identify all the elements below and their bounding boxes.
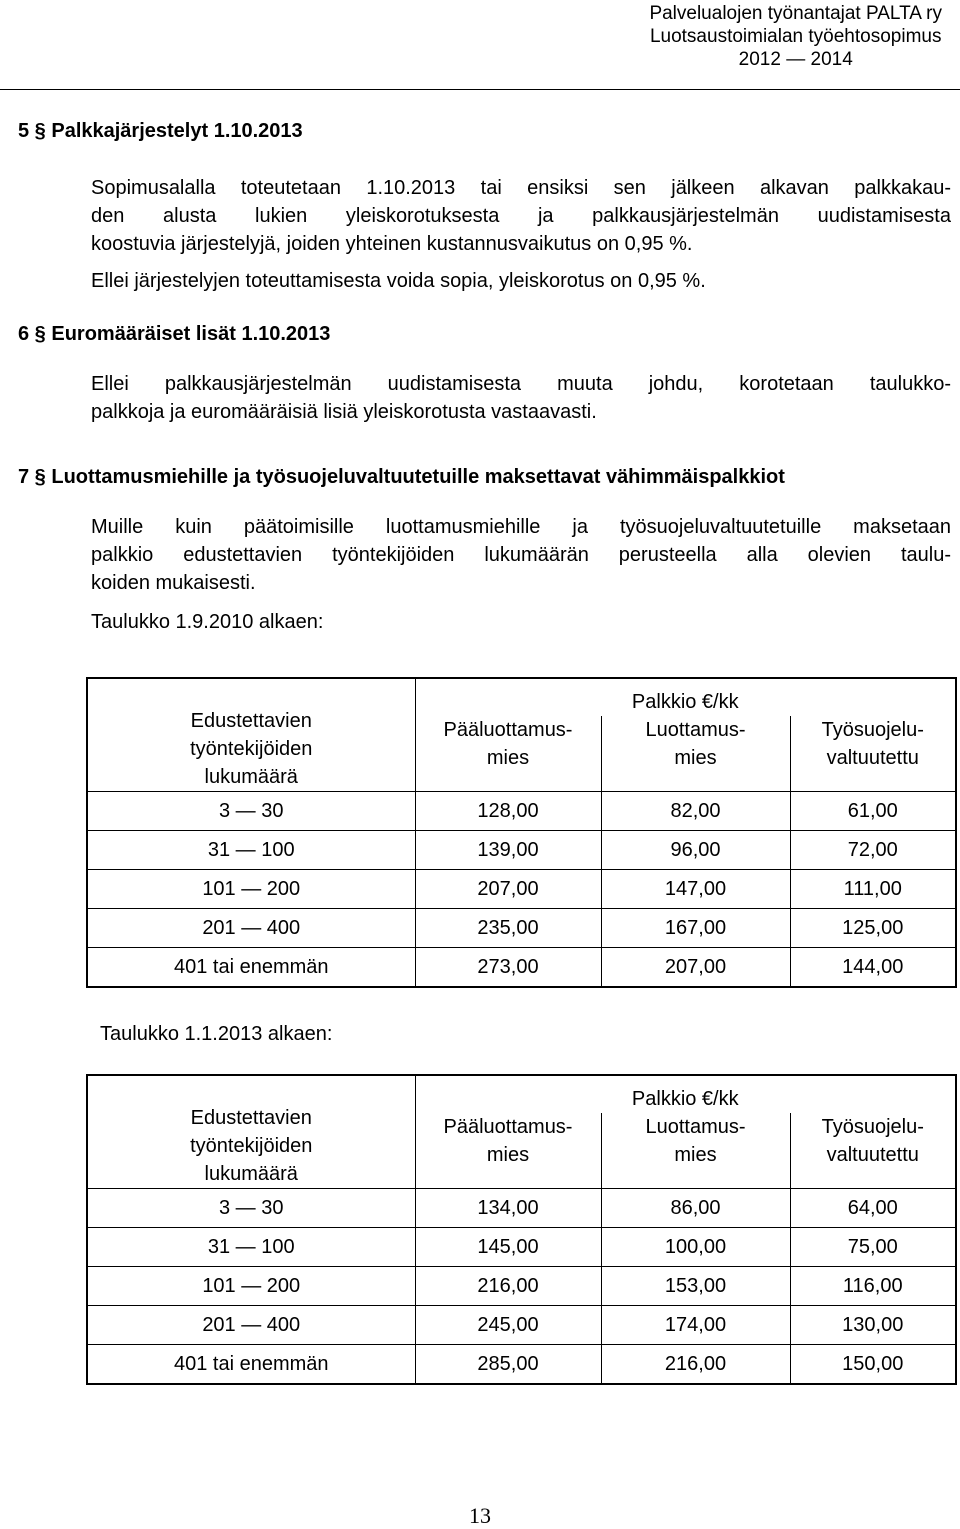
paragraph-line: palkkoja ja euromääräisiä lisiä yleiskorotusta vastaavasti. xyxy=(91,401,597,423)
table-row xyxy=(87,909,956,948)
table-cell: 96,00 xyxy=(601,831,790,870)
paragraph-line: koiden mukaisesti. xyxy=(91,572,256,594)
table-cell: 125,00 xyxy=(790,909,956,948)
table-header-row xyxy=(87,678,956,716)
header-cell: Työsuojelu- valtuutettu xyxy=(790,1113,956,1188)
section-7-title: 7 § Luottamusmiehille ja työsuojeluvaltuutetuille maksettavat vähimmäispalkkiot xyxy=(18,466,785,488)
table-row xyxy=(87,948,956,988)
table-1-caption: Taulukko 1.9.2010 alkaen: xyxy=(91,611,324,633)
table-cell: 145,00 xyxy=(415,1228,601,1267)
paragraph-line: Ellei palkkausjärjestelmän uudistamisesta muuta johdu, korotetaan taulukko- xyxy=(91,373,951,395)
header-divider xyxy=(0,89,960,90)
paragraph-line: palkkio edustettavien työntekijöiden lukumäärän perusteella alla olevien taulu- xyxy=(91,544,951,566)
table-cell: 207,00 xyxy=(601,948,790,988)
table-cell: 401 tai enemmän xyxy=(87,1345,415,1385)
table-cell: 31 — 100 xyxy=(87,831,415,870)
table-cell: 130,00 xyxy=(790,1306,956,1345)
table-row xyxy=(87,1267,956,1306)
table-cell: 147,00 xyxy=(601,870,790,909)
table-cell: 116,00 xyxy=(790,1267,956,1306)
table-2-caption: Taulukko 1.1.2013 alkaen: xyxy=(100,1023,333,1045)
table-cell: 64,00 xyxy=(790,1189,956,1228)
table-cell: 86,00 xyxy=(601,1189,790,1228)
document-header xyxy=(649,2,942,71)
table-cell: 3 — 30 xyxy=(87,1189,415,1228)
paragraph-line: Ellei järjestelyjen toteuttamisesta voida sopia, yleiskorotus on 0,95 %. xyxy=(91,270,706,292)
header-organization: Palvelualojen työnantajat PALTA ry xyxy=(649,3,942,24)
table-row xyxy=(87,831,956,870)
paragraph-line: den alusta lukien yleiskorotuksesta ja palkkausjärjestelmän uudistamisesta xyxy=(91,205,951,227)
table-cell: 134,00 xyxy=(415,1189,601,1228)
table-cell: 3 — 30 xyxy=(87,792,415,831)
fee-table-2013 xyxy=(86,1074,957,1385)
table-cell: 285,00 xyxy=(415,1345,601,1385)
section-5-paragraph-2 xyxy=(91,267,951,295)
table-cell: 201 — 400 xyxy=(87,909,415,948)
table-cell: 216,00 xyxy=(415,1267,601,1306)
paragraph-line: koostuvia järjestelyjä, joiden yhteinen kustannusvaikutus on 0,95 %. xyxy=(91,233,693,255)
table-cell: 144,00 xyxy=(790,948,956,988)
paragraph-line: Sopimusalalla toteutetaan 1.10.2013 tai ensiksi sen jälkeen alkavan palkkakau- xyxy=(91,177,951,199)
table-cell: 111,00 xyxy=(790,870,956,909)
table-row xyxy=(87,1345,956,1385)
table-cell: 75,00 xyxy=(790,1228,956,1267)
table-cell: 167,00 xyxy=(601,909,790,948)
section-5-title: 5 § Palkkajärjestelyt 1.10.2013 xyxy=(18,120,303,142)
table-cell: 101 — 200 xyxy=(87,1267,415,1306)
group-header: Palkkio €/kk xyxy=(415,678,956,716)
header-cell: Luottamus- mies xyxy=(601,1113,790,1188)
header-cell: Edustettavien työntekijöiden lukumäärä xyxy=(87,678,415,792)
section-6-paragraph xyxy=(91,370,951,426)
section-6-title: 6 § Euromääräiset lisät 1.10.2013 xyxy=(18,323,331,345)
table-cell: 201 — 400 xyxy=(87,1306,415,1345)
group-header: Palkkio €/kk xyxy=(415,1075,956,1113)
table-row xyxy=(87,1189,956,1228)
header-cell: Työsuojelu- valtuutettu xyxy=(790,716,956,791)
table-cell: 207,00 xyxy=(415,870,601,909)
paragraph-line: Muille kuin päätoimisille luottamusmiehille ja työsuojeluvaltuutetuille maksetaan xyxy=(91,516,951,538)
table-row xyxy=(87,792,956,831)
header-cell: Pääluottamus- mies xyxy=(415,1113,601,1188)
table-cell: 174,00 xyxy=(601,1306,790,1345)
table-cell: 128,00 xyxy=(415,792,601,831)
table-cell: 216,00 xyxy=(601,1345,790,1385)
table-cell: 153,00 xyxy=(601,1267,790,1306)
table-cell: 401 tai enemmän xyxy=(87,948,415,988)
table-cell: 101 — 200 xyxy=(87,870,415,909)
table-row xyxy=(87,870,956,909)
fee-table-2010 xyxy=(86,677,957,988)
header-agreement: Luotsaustoimialan työehtosopimus xyxy=(649,26,942,47)
table-cell: 245,00 xyxy=(415,1306,601,1345)
table-cell: 139,00 xyxy=(415,831,601,870)
table-cell: 273,00 xyxy=(415,948,601,988)
header-cell: Luottamus- mies xyxy=(601,716,790,791)
table-row xyxy=(87,1228,956,1267)
table-header-row xyxy=(87,1075,956,1113)
table-cell: 82,00 xyxy=(601,792,790,831)
table-cell: 61,00 xyxy=(790,792,956,831)
header-cell: Pääluottamus- mies xyxy=(415,716,601,791)
page-number: 13 xyxy=(469,1503,491,1528)
section-5-paragraph xyxy=(91,174,951,258)
table-cell: 72,00 xyxy=(790,831,956,870)
table-cell: 150,00 xyxy=(790,1345,956,1385)
header-cell: Edustettavien työntekijöiden lukumäärä xyxy=(87,1075,415,1189)
table-cell: 235,00 xyxy=(415,909,601,948)
table-cell: 31 — 100 xyxy=(87,1228,415,1267)
table-row xyxy=(87,1306,956,1345)
table-cell: 100,00 xyxy=(601,1228,790,1267)
header-period: 2012 — 2014 xyxy=(738,49,853,70)
section-7-paragraph xyxy=(91,513,951,597)
